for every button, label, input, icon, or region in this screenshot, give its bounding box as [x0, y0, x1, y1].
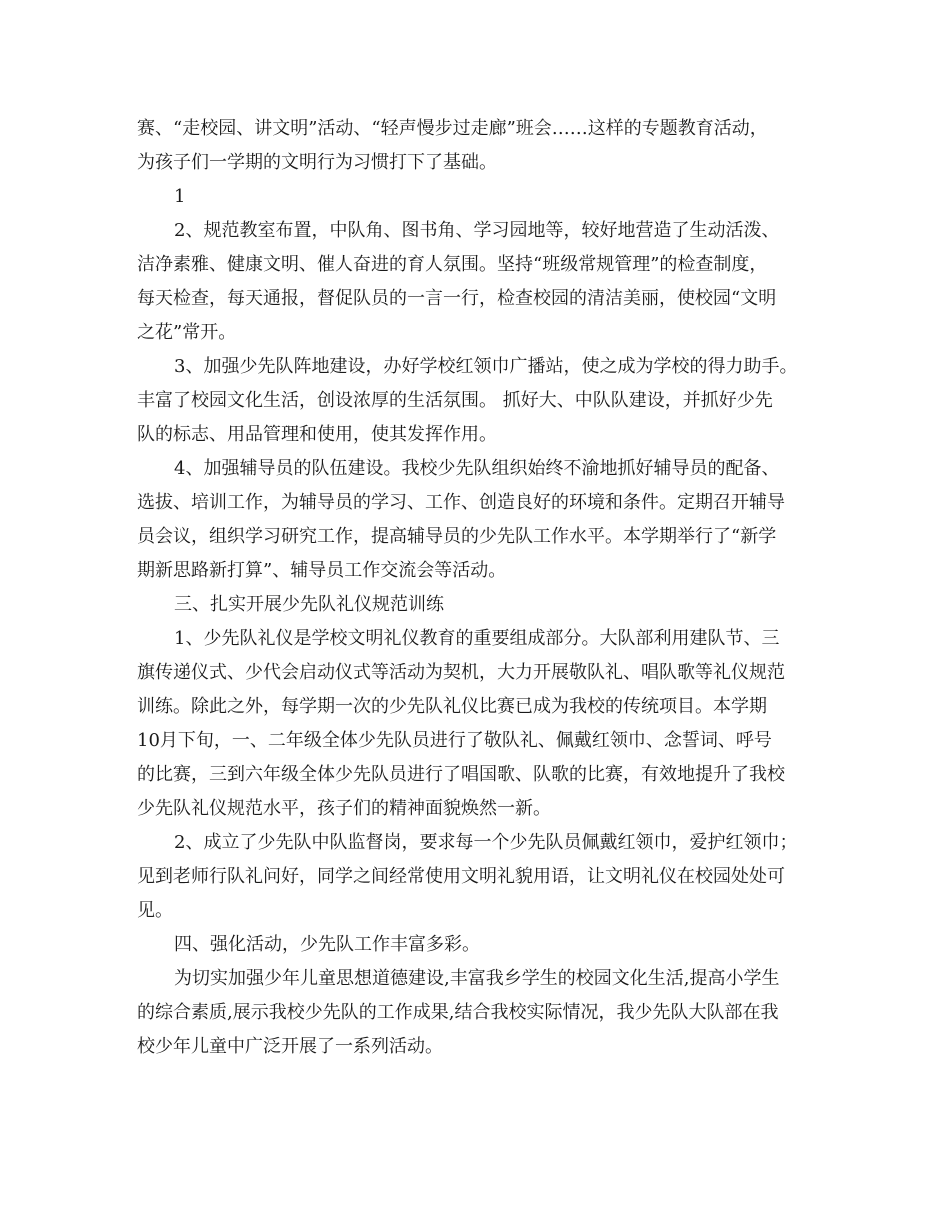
text-line: 10月下旬，一、二年级全体少先队员进行了敬队礼、佩戴红领巾、念誓词、呼号 — [137, 730, 772, 751]
paragraph-heading: 2、成立了少先队中队监督岗，要求每一个少先队员佩戴红领巾，爱护红领巾； — [174, 832, 798, 853]
text-line: 旗传递仪式、少代会启动仪式等活动为契机，大力开展敬队礼、唱队歌等礼仪规范 — [137, 662, 785, 683]
text-line: 员会议，组织学习研究工作，提高辅导员的少先队工作水平。本学期举行了“新学 — [137, 526, 777, 547]
text-line: 赛、“走校园、讲文明”活动、“轻声慢步过走廊”班会……这样的专题教育活动， — [137, 118, 768, 139]
text-line: 期新思路新打算”、辅导员工作交流会等活动。 — [137, 560, 507, 581]
section-heading: 三、扎实开展少先队礼仪规范训练 — [174, 594, 444, 615]
section-heading: 四、强化活动，少先队工作丰富多彩。 — [174, 934, 480, 955]
text-line: 之花”常开。 — [137, 322, 237, 343]
paragraph-heading: 1、少先队礼仪是学校文明礼仪教育的重要组成部分。大队部利用建队节、三 — [174, 628, 780, 649]
text-line: 选拔、培训工作，为辅导员的学习、工作、创造良好的环境和条件。定期召开辅导 — [137, 492, 785, 513]
text-line: 见。 — [137, 900, 173, 921]
paragraph-heading: 为切实加强少年儿童思想道德建设,丰富我乡学生的校园文化生活,提高小学生 — [174, 968, 780, 989]
text-line: 洁净素雅、健康文明、催人奋进的育人氛围。坚持“班级常规管理”的检查制度， — [137, 254, 768, 275]
paragraph-heading: 3、加强少先队阵地建设，办好学校红领巾广播站，使之成为学校的得力助手。 — [174, 356, 798, 377]
paragraph-heading: 2、规范教室布置，中队角、图书角、学习园地等，较好地营造了生动活泼、 — [174, 220, 780, 241]
text-line: 的综合素质,展示我校少先队的工作成果,结合我校实际情况，我少先队大队部在我 — [137, 1002, 779, 1023]
text-line: 的比赛，三到六年级全体少先队员进行了唱国歌、队歌的比赛，有效地提升了我校 — [137, 764, 785, 785]
text-line: 少先队礼仪规范水平，孩子们的精神面貌焕然一新。 — [137, 798, 551, 819]
text-line: 见到老师行队礼问好，同学之间经常使用文明礼貌用语，让文明礼仪在校园处处可 — [137, 866, 785, 887]
text-line: 每天检查，每天通报，督促队员的一言一行，检查校园的清洁美丽，使校园“文明 — [137, 288, 777, 309]
text-line: 队的标志、用品管理和使用，使其发挥作用。 — [137, 424, 497, 445]
text-line: 校少年儿童中广泛开展了一系列活动。 — [137, 1036, 443, 1057]
page-number: 1 — [174, 186, 186, 207]
text-line: 丰富了校园文化生活，创设浓厚的生活氛围。 抓好大、中队队建设，并抓好少先 — [137, 390, 773, 411]
text-line: 训练。除此之外，每学期一次的少先队礼仪比赛已成为我校的传统项目。本学期 — [137, 696, 767, 717]
document-body — [137, 112, 827, 1064]
paragraph-heading: 4、加强辅导员的队伍建设。我校少先队组织始终不渝地抓好辅导员的配备、 — [174, 458, 780, 479]
text-line: 为孩子们一学期的文明行为习惯打下了基础。 — [137, 152, 497, 173]
